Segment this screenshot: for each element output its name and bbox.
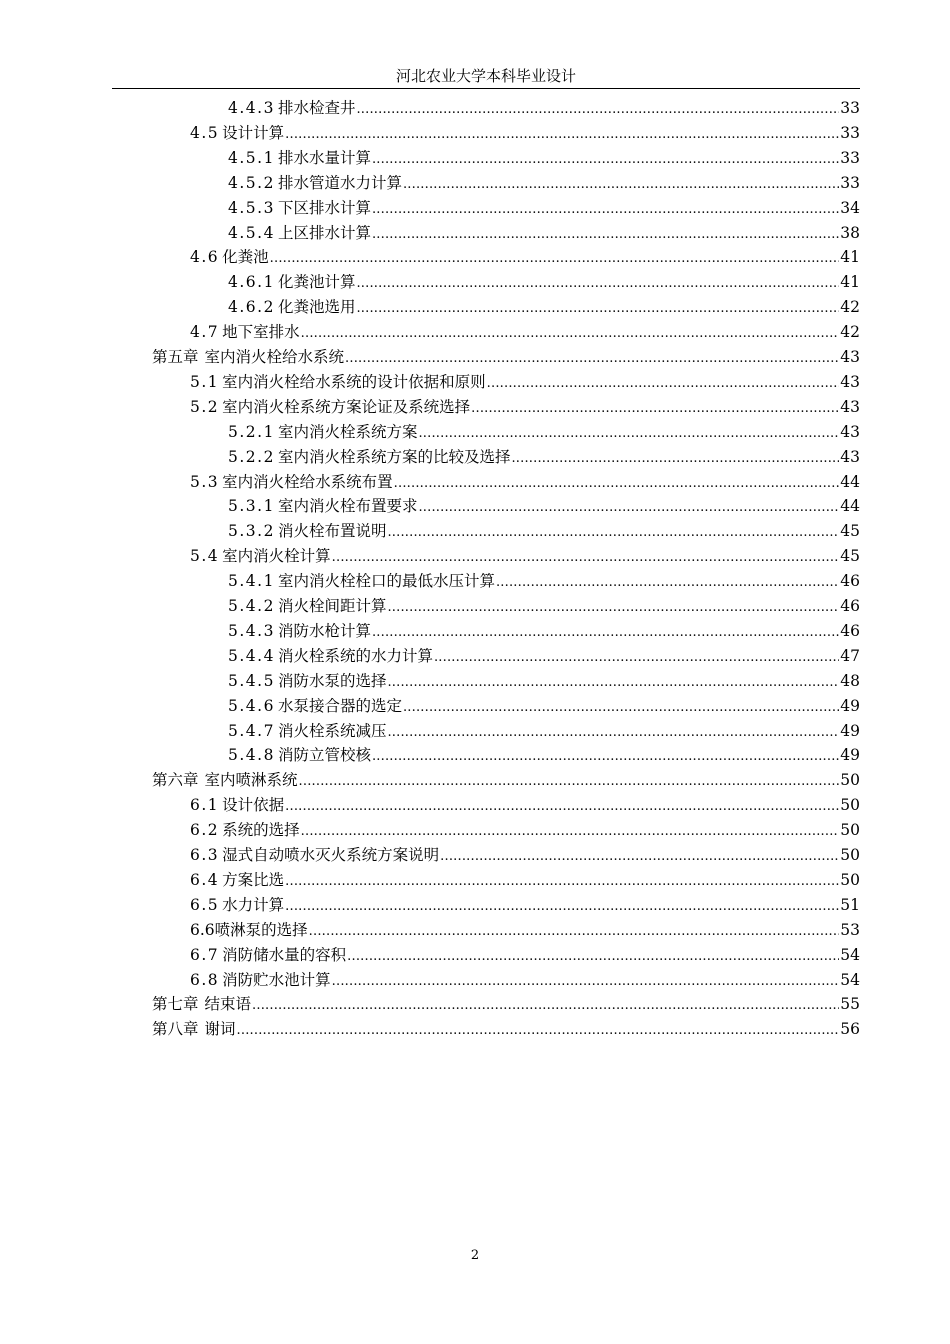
toc-entry-number: 4.5.2 (228, 173, 275, 192)
toc-entry-number: 5.3 (190, 472, 220, 491)
toc-entry-page: 42 (840, 323, 860, 342)
toc-entry-number: 6.4 (190, 870, 220, 889)
toc-entry-number: 4.6.2 (228, 298, 275, 317)
toc-entry-page: 34 (840, 198, 860, 217)
toc-entry[interactable] (152, 768, 860, 792)
toc-dot-leader (270, 245, 840, 269)
toc-entry[interactable] (228, 171, 860, 195)
toc-entry-title: 地下室排水 (222, 323, 300, 342)
toc-entry-page: 43 (840, 372, 860, 391)
toc-entry-number: 5.4.6 (228, 696, 275, 715)
toc-entry[interactable] (228, 719, 860, 743)
toc-entry-page: 43 (840, 397, 860, 416)
toc-entry-page: 49 (840, 746, 860, 765)
toc-entry[interactable] (228, 221, 860, 245)
toc-entry-title: 方案比选 (222, 870, 285, 889)
toc-dot-leader (345, 345, 839, 369)
toc-entry-title: 喷淋泵的选择 (214, 920, 308, 939)
toc-entry-number: 5.4.5 (228, 671, 275, 690)
toc-entry-page: 43 (840, 348, 860, 366)
toc-entry-page: 48 (840, 671, 860, 690)
toc-entry-number: 第六章 (152, 771, 199, 790)
toc-entry[interactable] (228, 196, 860, 220)
toc-entry-number: 5.4.1 (228, 572, 275, 591)
toc-dot-leader (347, 943, 839, 967)
toc-entry-page: 38 (840, 223, 860, 242)
toc-entry[interactable] (190, 470, 860, 494)
toc-entry-page: 46 (840, 621, 860, 640)
toc-entry-title: 化粪池 (222, 248, 269, 267)
toc-entry[interactable] (228, 694, 860, 718)
toc-dot-leader (387, 719, 839, 743)
toc-entry-number: 4.6 (190, 248, 220, 267)
toc-entry-page: 50 (840, 796, 860, 815)
toc-entry-number: 4.5.3 (228, 198, 275, 217)
toc-entry[interactable] (190, 843, 860, 867)
toc-entry[interactable] (228, 295, 860, 319)
page-number: 2 (470, 1248, 480, 1263)
toc-dot-leader (285, 893, 839, 917)
toc-entry-page: 45 (840, 522, 860, 541)
toc-entry-number: 4.6.1 (228, 273, 275, 292)
toc-dot-leader (440, 843, 839, 867)
toc-dot-leader (496, 569, 839, 593)
toc-entry[interactable] (228, 519, 860, 543)
toc-dot-leader (471, 395, 839, 419)
toc-entry[interactable] (190, 918, 860, 942)
toc-entry[interactable] (190, 793, 860, 817)
toc-entry-title: 下区排水计算 (277, 198, 371, 217)
toc-entry[interactable] (190, 818, 860, 842)
toc-dot-leader (237, 1017, 840, 1041)
toc-dot-leader (372, 196, 839, 220)
toc-entry-number: 6.8 (190, 970, 220, 989)
toc-entry-page: 33 (840, 99, 860, 117)
toc-dot-leader (418, 494, 839, 518)
toc-entry[interactable] (228, 594, 860, 618)
toc-entry-title: 消防水泵的选择 (277, 671, 387, 690)
toc-entry-title: 室内消火栓布置要求 (277, 497, 418, 516)
toc-entry-page: 47 (840, 646, 860, 665)
toc-entry[interactable] (190, 395, 860, 419)
toc-entry-number: 5.2.1 (228, 422, 275, 441)
toc-entry-title: 化粪池计算 (277, 273, 356, 292)
toc-dot-leader (418, 420, 839, 444)
toc-entry[interactable] (228, 669, 860, 693)
toc-entry-page: 50 (840, 821, 860, 840)
toc-entry-page: 43 (840, 422, 860, 441)
toc-entry-number: 5.4.2 (228, 597, 275, 615)
toc-entry-title: 室内喷淋系统 (204, 771, 298, 790)
toc-dot-leader (511, 445, 839, 469)
toc-entry-number: 第五章 (152, 348, 199, 366)
toc-entry-number: 6.3 (190, 846, 220, 864)
toc-entry-number: 5.2 (190, 397, 220, 416)
toc-entry-page: 44 (840, 472, 860, 491)
toc-entry-title: 排水检查井 (277, 99, 356, 117)
toc-dot-leader (252, 992, 839, 1016)
toc-entry-number: 5.4 (190, 547, 220, 566)
toc-entry-page: 42 (840, 298, 860, 317)
toc-entry-page: 49 (840, 696, 860, 715)
toc-entry-page: 43 (840, 447, 860, 466)
toc-entry-number: 第七章 (152, 995, 199, 1014)
toc-entry-number: 4.5.4 (228, 223, 275, 242)
toc-entry[interactable] (152, 992, 860, 1016)
running-header: 河北农业大学本科毕业设计 (395, 67, 576, 85)
toc-entry[interactable] (190, 868, 860, 892)
toc-entry-title: 室内消火栓系统方案的比较及选择 (277, 447, 511, 466)
toc-entry-title: 室内消火栓计算 (222, 547, 331, 566)
toc-entry-page: 46 (840, 597, 860, 615)
toc-entry-title: 结束语 (204, 995, 252, 1014)
toc-entry-title: 设计计算 (222, 123, 285, 142)
toc-entry-number: 4.7 (190, 323, 220, 342)
toc-entry-title: 消防贮水池计算 (222, 970, 331, 989)
toc-entry[interactable] (228, 146, 860, 170)
toc-entry-page: 55 (840, 995, 860, 1014)
toc-entry-number: 4.4.3 (228, 99, 275, 117)
toc-entry-number: 6.6 (190, 920, 215, 939)
toc-entry-title: 消火栓布置说明 (277, 522, 387, 541)
toc-entry[interactable] (190, 245, 860, 269)
toc-dot-leader (372, 619, 839, 643)
toc-entry-title: 室内消火栓栓口的最低水压计算 (277, 572, 495, 591)
toc-entry[interactable] (190, 370, 860, 394)
toc-dot-leader (285, 868, 839, 892)
toc-entry-page: 41 (840, 248, 860, 267)
toc-entry-page: 49 (840, 721, 860, 740)
toc-dot-leader (387, 669, 839, 693)
toc-dot-leader (285, 121, 839, 145)
toc-dot-leader (356, 295, 839, 319)
toc-dot-leader (356, 270, 839, 294)
toc-dot-leader (301, 320, 840, 344)
toc-entry-page: 54 (840, 945, 860, 964)
toc-entry-title: 水力计算 (222, 895, 285, 914)
toc-entry[interactable] (190, 893, 860, 917)
toc-entry[interactable] (228, 743, 860, 767)
toc-entry-page: 33 (840, 173, 860, 192)
toc-entry-number: 6.1 (190, 796, 220, 815)
toc-entry[interactable] (228, 494, 860, 518)
toc-entry-title: 室内消火栓系统方案论证及系统选择 (222, 397, 471, 416)
toc-entry-page: 41 (840, 273, 860, 292)
toc-entry-title: 上区排水计算 (277, 223, 371, 242)
toc-entry-title: 湿式自动喷水灭火系统方案说明 (222, 846, 440, 864)
toc-entry-page: 56 (840, 1020, 860, 1039)
toc-entry-page: 45 (840, 547, 860, 566)
toc-dot-leader (387, 594, 839, 618)
toc-entry[interactable] (190, 121, 860, 145)
toc-dot-leader (372, 221, 839, 245)
toc-entry-page: 44 (840, 497, 860, 516)
toc-entry-title: 消火栓系统的水力计算 (277, 646, 433, 665)
toc-entry-number: 5.4.7 (228, 721, 275, 740)
toc-entry[interactable] (190, 320, 860, 344)
toc-dot-leader (332, 544, 840, 568)
toc-entry-title: 消火栓间距计算 (277, 597, 387, 615)
toc-entry-page: 53 (840, 920, 860, 939)
toc-entry-title: 系统的选择 (222, 821, 300, 840)
toc-entry-page: 33 (840, 123, 860, 142)
toc-dot-leader (285, 793, 839, 817)
toc-entry[interactable] (228, 445, 860, 469)
toc-entry-title: 化粪池选用 (277, 298, 356, 317)
toc-entry-number: 5.1 (190, 372, 220, 391)
toc-entry-number: 5.4.8 (228, 746, 275, 765)
toc-dot-leader (403, 171, 839, 195)
toc-entry-title: 消防水枪计算 (277, 621, 371, 640)
toc-dot-leader (372, 743, 839, 767)
toc-entry-number: 5.3.2 (228, 522, 275, 541)
toc-entry[interactable] (152, 345, 860, 369)
toc-dot-leader (387, 519, 839, 543)
toc-dot-leader (394, 470, 840, 494)
toc-entry-title: 消火栓系统减压 (277, 721, 387, 740)
toc-entry-title: 消防立管校核 (277, 746, 371, 765)
toc-entry-number: 5.4.4 (228, 646, 275, 665)
toc-entry-page: 50 (840, 771, 860, 790)
toc-entry-title: 室内消火栓给水系统 (204, 348, 345, 366)
toc-entry-title: 消防储水量的容积 (222, 945, 347, 964)
toc-entry[interactable] (228, 96, 860, 120)
toc-entry-title: 排水管道水力计算 (277, 173, 402, 192)
toc-entry-page: 51 (840, 895, 860, 914)
toc-entry[interactable] (190, 968, 860, 992)
toc-entry-title: 水泵接合器的选定 (277, 696, 402, 715)
toc-entry[interactable] (228, 420, 860, 444)
toc-dot-leader (487, 370, 840, 394)
toc-entry[interactable] (190, 544, 860, 568)
toc-entry-page: 46 (840, 572, 860, 591)
toc-entry-number: 第八章 (152, 1020, 199, 1039)
toc-entry[interactable] (228, 644, 860, 668)
toc-dot-leader (403, 694, 839, 718)
toc-entry-title: 室内消火栓给水系统的设计依据和原则 (222, 372, 486, 391)
toc-entry-page: 50 (840, 870, 860, 889)
toc-entry[interactable] (228, 569, 860, 593)
toc-dot-leader (309, 918, 840, 942)
header-rule (112, 88, 860, 89)
toc-entry-title: 室内消火栓给水系统布置 (222, 472, 393, 491)
toc-entry-page: 50 (840, 846, 860, 864)
toc-entry-title: 谢词 (204, 1020, 236, 1039)
toc-entry-number: 6.5 (190, 895, 220, 914)
toc-entry-number: 4.5 (190, 123, 220, 142)
toc-entry-title: 排水水量计算 (277, 148, 371, 167)
toc-entry-number: 5.3.1 (228, 497, 275, 516)
toc-entry-title: 设计依据 (222, 796, 285, 815)
toc-entry-number: 6.7 (190, 945, 220, 964)
toc-entry[interactable] (228, 619, 860, 643)
toc-dot-leader (301, 818, 840, 842)
toc-entry-page: 54 (840, 970, 860, 989)
toc-dot-leader (356, 96, 839, 120)
toc-entry-number: 4.5.1 (228, 148, 275, 167)
toc-entry-number: 5.2.2 (228, 447, 275, 466)
toc-dot-leader (372, 146, 839, 170)
toc-dot-leader (434, 644, 839, 668)
toc-dot-leader (332, 968, 840, 992)
toc-entry-number: 6.2 (190, 821, 220, 840)
toc-entry[interactable] (228, 270, 860, 294)
toc-entry-title: 室内消火栓系统方案 (277, 422, 418, 441)
toc-entry-page: 33 (840, 148, 860, 167)
toc-entry[interactable] (190, 943, 860, 967)
toc-dot-leader (299, 768, 840, 792)
toc-entry-number: 5.4.3 (228, 621, 275, 640)
toc-entry[interactable] (152, 1017, 860, 1041)
